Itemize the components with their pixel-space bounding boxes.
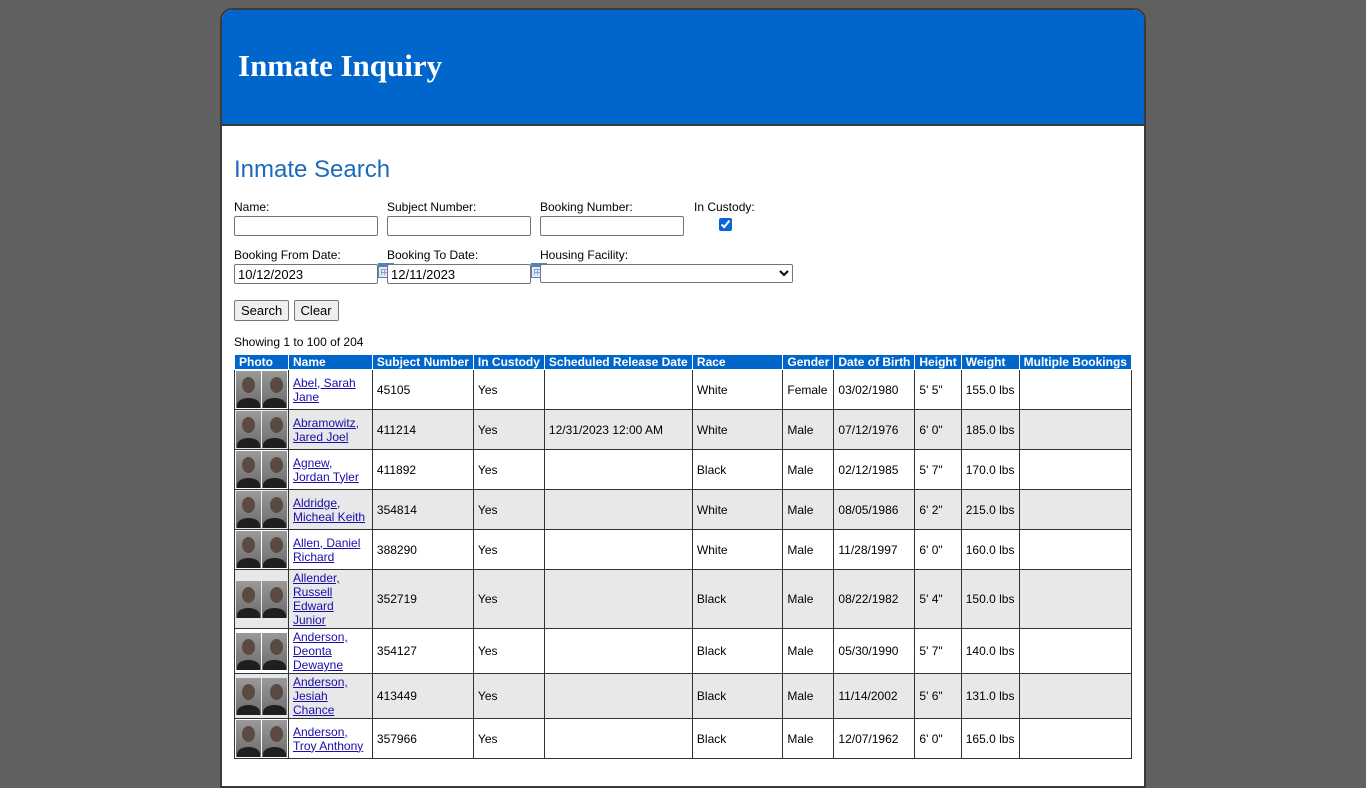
header-banner [222,10,1144,126]
inmate-name-line[interactable]: Anderson, [293,675,348,689]
search-form [234,200,1132,322]
inmate-name-link[interactable] [293,376,356,404]
photo-cell [235,490,289,530]
subject-number-cell: 354127 [372,629,473,674]
mugshot-side-photo[interactable] [262,633,287,670]
date-of-birth-cell: 12/07/1962 [834,719,915,759]
date-of-birth-cell: 03/02/1980 [834,370,915,410]
date-of-birth-cell: 07/12/1976 [834,410,915,450]
inmate-name-line[interactable]: Agnew, [293,455,333,470]
height-cell: 6' 0" [915,719,961,759]
inmate-name-line[interactable]: Anderson, [293,630,348,644]
table-header-row [235,355,1132,370]
inmate-name-link[interactable] [293,630,348,672]
subject-number-cell: 411892 [372,450,473,490]
release-date-cell [544,450,692,490]
inmate-name-line[interactable]: Troy Anthony [293,738,364,753]
name-cell [289,629,373,674]
inmate-name-line[interactable]: Micheal Keith [293,509,366,524]
multiple-bookings-cell [1019,719,1131,759]
to-date-label: Booking To Date: [387,248,479,262]
table-row [235,450,1132,490]
subject-number-cell: 354814 [372,490,473,530]
height-cell: 5' 7" [915,450,961,490]
mugshot-photos[interactable] [236,371,287,408]
mugshot-front-photo[interactable] [236,633,261,670]
table-row [235,370,1132,410]
photo-cell [235,719,289,759]
in-custody-label: In Custody: [694,200,755,214]
weight-cell: 150.0 lbs [961,570,1019,629]
date-of-birth-cell: 05/30/1990 [834,629,915,674]
inmate-name-line[interactable]: Russell [293,585,333,599]
mugshot-photos[interactable] [236,531,287,568]
weight-cell: 165.0 lbs [961,719,1019,759]
multiple-bookings-cell [1019,629,1131,674]
gender-cell: Male [783,674,834,719]
housing-facility-select[interactable] [540,264,793,283]
mugshot-side-photo[interactable] [262,491,287,528]
table-body [235,370,1132,759]
race-cell: Black [692,719,782,759]
race-cell: White [692,410,782,450]
form-row-2 [234,248,1132,296]
table-row [235,490,1132,530]
release-date-cell [544,370,692,410]
photo-cell [235,570,289,629]
height-cell: 6' 0" [915,410,961,450]
page-title: Inmate Inquiry [238,48,443,83]
inmate-name-line[interactable]: Chance [293,703,335,717]
form-row-1 [234,200,1132,248]
column-header-scheduled-release-date: Scheduled Release Date [544,355,692,370]
weight-cell: 185.0 lbs [961,410,1019,450]
mugshot-side-photo[interactable] [262,581,287,618]
release-date-cell [544,629,692,674]
column-header-height: Height [915,355,961,370]
subject-number-cell: 413449 [372,674,473,719]
column-header-race: Race [692,355,782,370]
height-cell: 6' 2" [915,490,961,530]
inmate-name-link[interactable] [293,536,360,564]
race-cell: White [692,530,782,570]
column-header-gender: Gender [783,355,834,370]
photo-cell [235,450,289,490]
subject-number-field-group [387,200,531,236]
booking-number-field-group [540,200,684,236]
clear-button[interactable]: Clear [294,300,339,321]
search-button[interactable]: Search [234,300,289,321]
name-cell [289,490,373,530]
table-row [235,719,1132,759]
in-custody-cell: Yes [473,629,544,674]
name-cell [289,719,373,759]
mugshot-front-photo[interactable] [236,411,261,448]
subject-number-input[interactable] [387,216,531,236]
inmate-name-line[interactable]: Junior [293,613,326,627]
mugshot-side-photo[interactable] [262,451,287,488]
results-summary: Showing 1 to 100 of 204 [234,335,364,349]
mugshot-front-photo[interactable] [236,531,261,568]
in-custody-cell: Yes [473,410,544,450]
photo-cell [235,674,289,719]
inmate-name-line[interactable]: Jesiah [293,689,328,703]
inmate-name-line[interactable]: Allender, [293,571,340,585]
mugshot-photos[interactable] [236,581,287,618]
gender-cell: Female [783,370,834,410]
results-table [234,354,1132,759]
weight-cell: 155.0 lbs [961,370,1019,410]
name-cell [289,450,373,490]
weight-cell: 140.0 lbs [961,629,1019,674]
release-date-cell [544,570,692,629]
inmate-name-line[interactable]: Jared Joel [293,429,349,444]
mugshot-photos[interactable] [236,451,287,488]
weight-cell: 160.0 lbs [961,530,1019,570]
weight-cell: 170.0 lbs [961,450,1019,490]
in-custody-cell: Yes [473,674,544,719]
name-cell [289,530,373,570]
release-date-cell [544,530,692,570]
release-date-cell [544,719,692,759]
gender-cell: Male [783,450,834,490]
column-header-multiple-bookings: Multiple Bookings [1019,355,1131,370]
name-cell [289,674,373,719]
mugshot-front-photo[interactable] [236,491,261,528]
height-cell: 5' 5" [915,370,961,410]
table-row [235,530,1132,570]
race-cell: Black [692,450,782,490]
inmate-name-line[interactable]: Deonta [293,644,332,658]
housing-facility-field-group [540,248,793,283]
in-custody-cell: Yes [473,719,544,759]
table-row [235,674,1132,719]
mugshot-side-photo[interactable] [262,531,287,568]
multiple-bookings-cell [1019,530,1131,570]
mugshot-side-photo[interactable] [262,678,287,715]
mugshot-side-photo[interactable] [262,371,287,408]
subject-number-cell: 388290 [372,530,473,570]
mugshot-front-photo[interactable] [236,678,261,715]
gender-cell: Male [783,530,834,570]
in-custody-cell: Yes [473,570,544,629]
in-custody-cell: Yes [473,530,544,570]
column-header-date-of-birth: Date of Birth [834,355,915,370]
mugshot-photos[interactable] [236,411,287,448]
inmate-name-line[interactable]: Jane [293,389,320,404]
main-content [222,156,1144,759]
multiple-bookings-cell [1019,370,1131,410]
date-of-birth-cell: 11/28/1997 [834,530,915,570]
inmate-name-link[interactable] [293,675,348,717]
race-cell: Black [692,570,782,629]
multiple-bookings-cell [1019,490,1131,530]
date-of-birth-cell: 08/22/1982 [834,570,915,629]
inmate-name-line[interactable]: Edward [293,599,334,613]
inmate-name-line[interactable]: Richard [293,549,335,564]
race-cell: White [692,490,782,530]
section-title: Inmate Search [234,156,391,183]
date-of-birth-cell: 02/12/1985 [834,450,915,490]
in-custody-cell: Yes [473,490,544,530]
in-custody-cell: Yes [473,450,544,490]
date-of-birth-cell: 11/14/2002 [834,674,915,719]
to-date-field-group [387,248,547,284]
inmate-name-link[interactable] [293,416,359,444]
multiple-bookings-cell [1019,674,1131,719]
name-cell [289,570,373,629]
from-date-input[interactable] [234,264,378,284]
inmate-name-line[interactable]: Anderson, [293,724,348,739]
multiple-bookings-cell [1019,410,1131,450]
weight-cell: 131.0 lbs [961,674,1019,719]
photo-cell [235,530,289,570]
inmate-name-line[interactable]: Aldridge, [293,495,341,510]
height-cell: 5' 6" [915,674,961,719]
race-cell: White [692,370,782,410]
release-date-cell: 12/31/2023 12:00 AM [544,410,692,450]
from-date-label: Booking From Date: [234,248,341,262]
weight-cell: 215.0 lbs [961,490,1019,530]
height-cell: 6' 0" [915,530,961,570]
gender-cell: Male [783,490,834,530]
height-cell: 5' 7" [915,629,961,674]
mugshot-front-photo[interactable] [236,451,261,488]
table-row [235,629,1132,674]
mugshot-photos[interactable] [236,491,287,528]
inmate-name-line[interactable]: Abramowitz, [293,415,360,430]
height-cell: 5' 4" [915,570,961,629]
photo-cell [235,410,289,450]
in-custody-field-group [694,200,755,234]
mugshot-front-photo[interactable] [236,371,261,408]
page-container [220,8,1146,788]
booking-number-label: Booking Number: [540,200,633,214]
table-row [235,410,1132,450]
name-input[interactable] [234,216,378,236]
gender-cell: Male [783,410,834,450]
inmate-name-link[interactable] [293,571,340,627]
mugshot-photos[interactable] [236,633,287,670]
column-header-in-custody: In Custody [473,355,544,370]
name-cell [289,410,373,450]
from-date-field-group [234,248,394,284]
date-of-birth-cell: 08/05/1986 [834,490,915,530]
column-header-name: Name [289,355,373,370]
gender-cell: Male [783,570,834,629]
multiple-bookings-cell [1019,570,1131,629]
name-field-group [234,200,378,236]
mugshot-photos[interactable] [236,720,287,757]
race-cell: Black [692,629,782,674]
subject-number-cell: 357966 [372,719,473,759]
form-buttons [234,300,1132,322]
subject-number-cell: 411214 [372,410,473,450]
in-custody-cell: Yes [473,370,544,410]
mugshot-front-photo[interactable] [236,581,261,618]
photo-cell [235,629,289,674]
subject-number-cell: 45105 [372,370,473,410]
photo-cell [235,370,289,410]
column-header-weight: Weight [961,355,1019,370]
gender-cell: Male [783,719,834,759]
in-custody-checkbox[interactable] [719,218,732,231]
housing-facility-label: Housing Facility: [540,248,629,262]
multiple-bookings-cell [1019,450,1131,490]
mugshot-photos[interactable] [236,678,287,715]
inmate-name-link[interactable] [293,496,365,524]
column-header-subject-number: Subject Number [372,355,473,370]
booking-number-input[interactable] [540,216,684,236]
inmate-name-link[interactable] [293,456,359,484]
inmate-name-line[interactable]: Dewayne [293,658,344,672]
inmate-name-line[interactable]: Allen, Daniel [293,535,361,550]
mugshot-side-photo[interactable] [262,720,287,757]
race-cell: Black [692,674,782,719]
inmate-name-line[interactable]: Abel, Sarah [293,375,356,390]
release-date-cell [544,490,692,530]
mugshot-side-photo[interactable] [262,411,287,448]
gender-cell: Male [783,629,834,674]
inmate-name-line[interactable]: Jordan Tyler [293,469,359,484]
table-row [235,570,1132,629]
to-date-input[interactable] [387,264,531,284]
inmate-name-link[interactable] [293,725,363,753]
subject-number-label: Subject Number: [387,200,477,214]
release-date-cell [544,674,692,719]
column-header-photo: Photo [235,355,289,370]
name-label: Name: [234,200,270,214]
name-cell [289,370,373,410]
mugshot-front-photo[interactable] [236,720,261,757]
subject-number-cell: 352719 [372,570,473,629]
